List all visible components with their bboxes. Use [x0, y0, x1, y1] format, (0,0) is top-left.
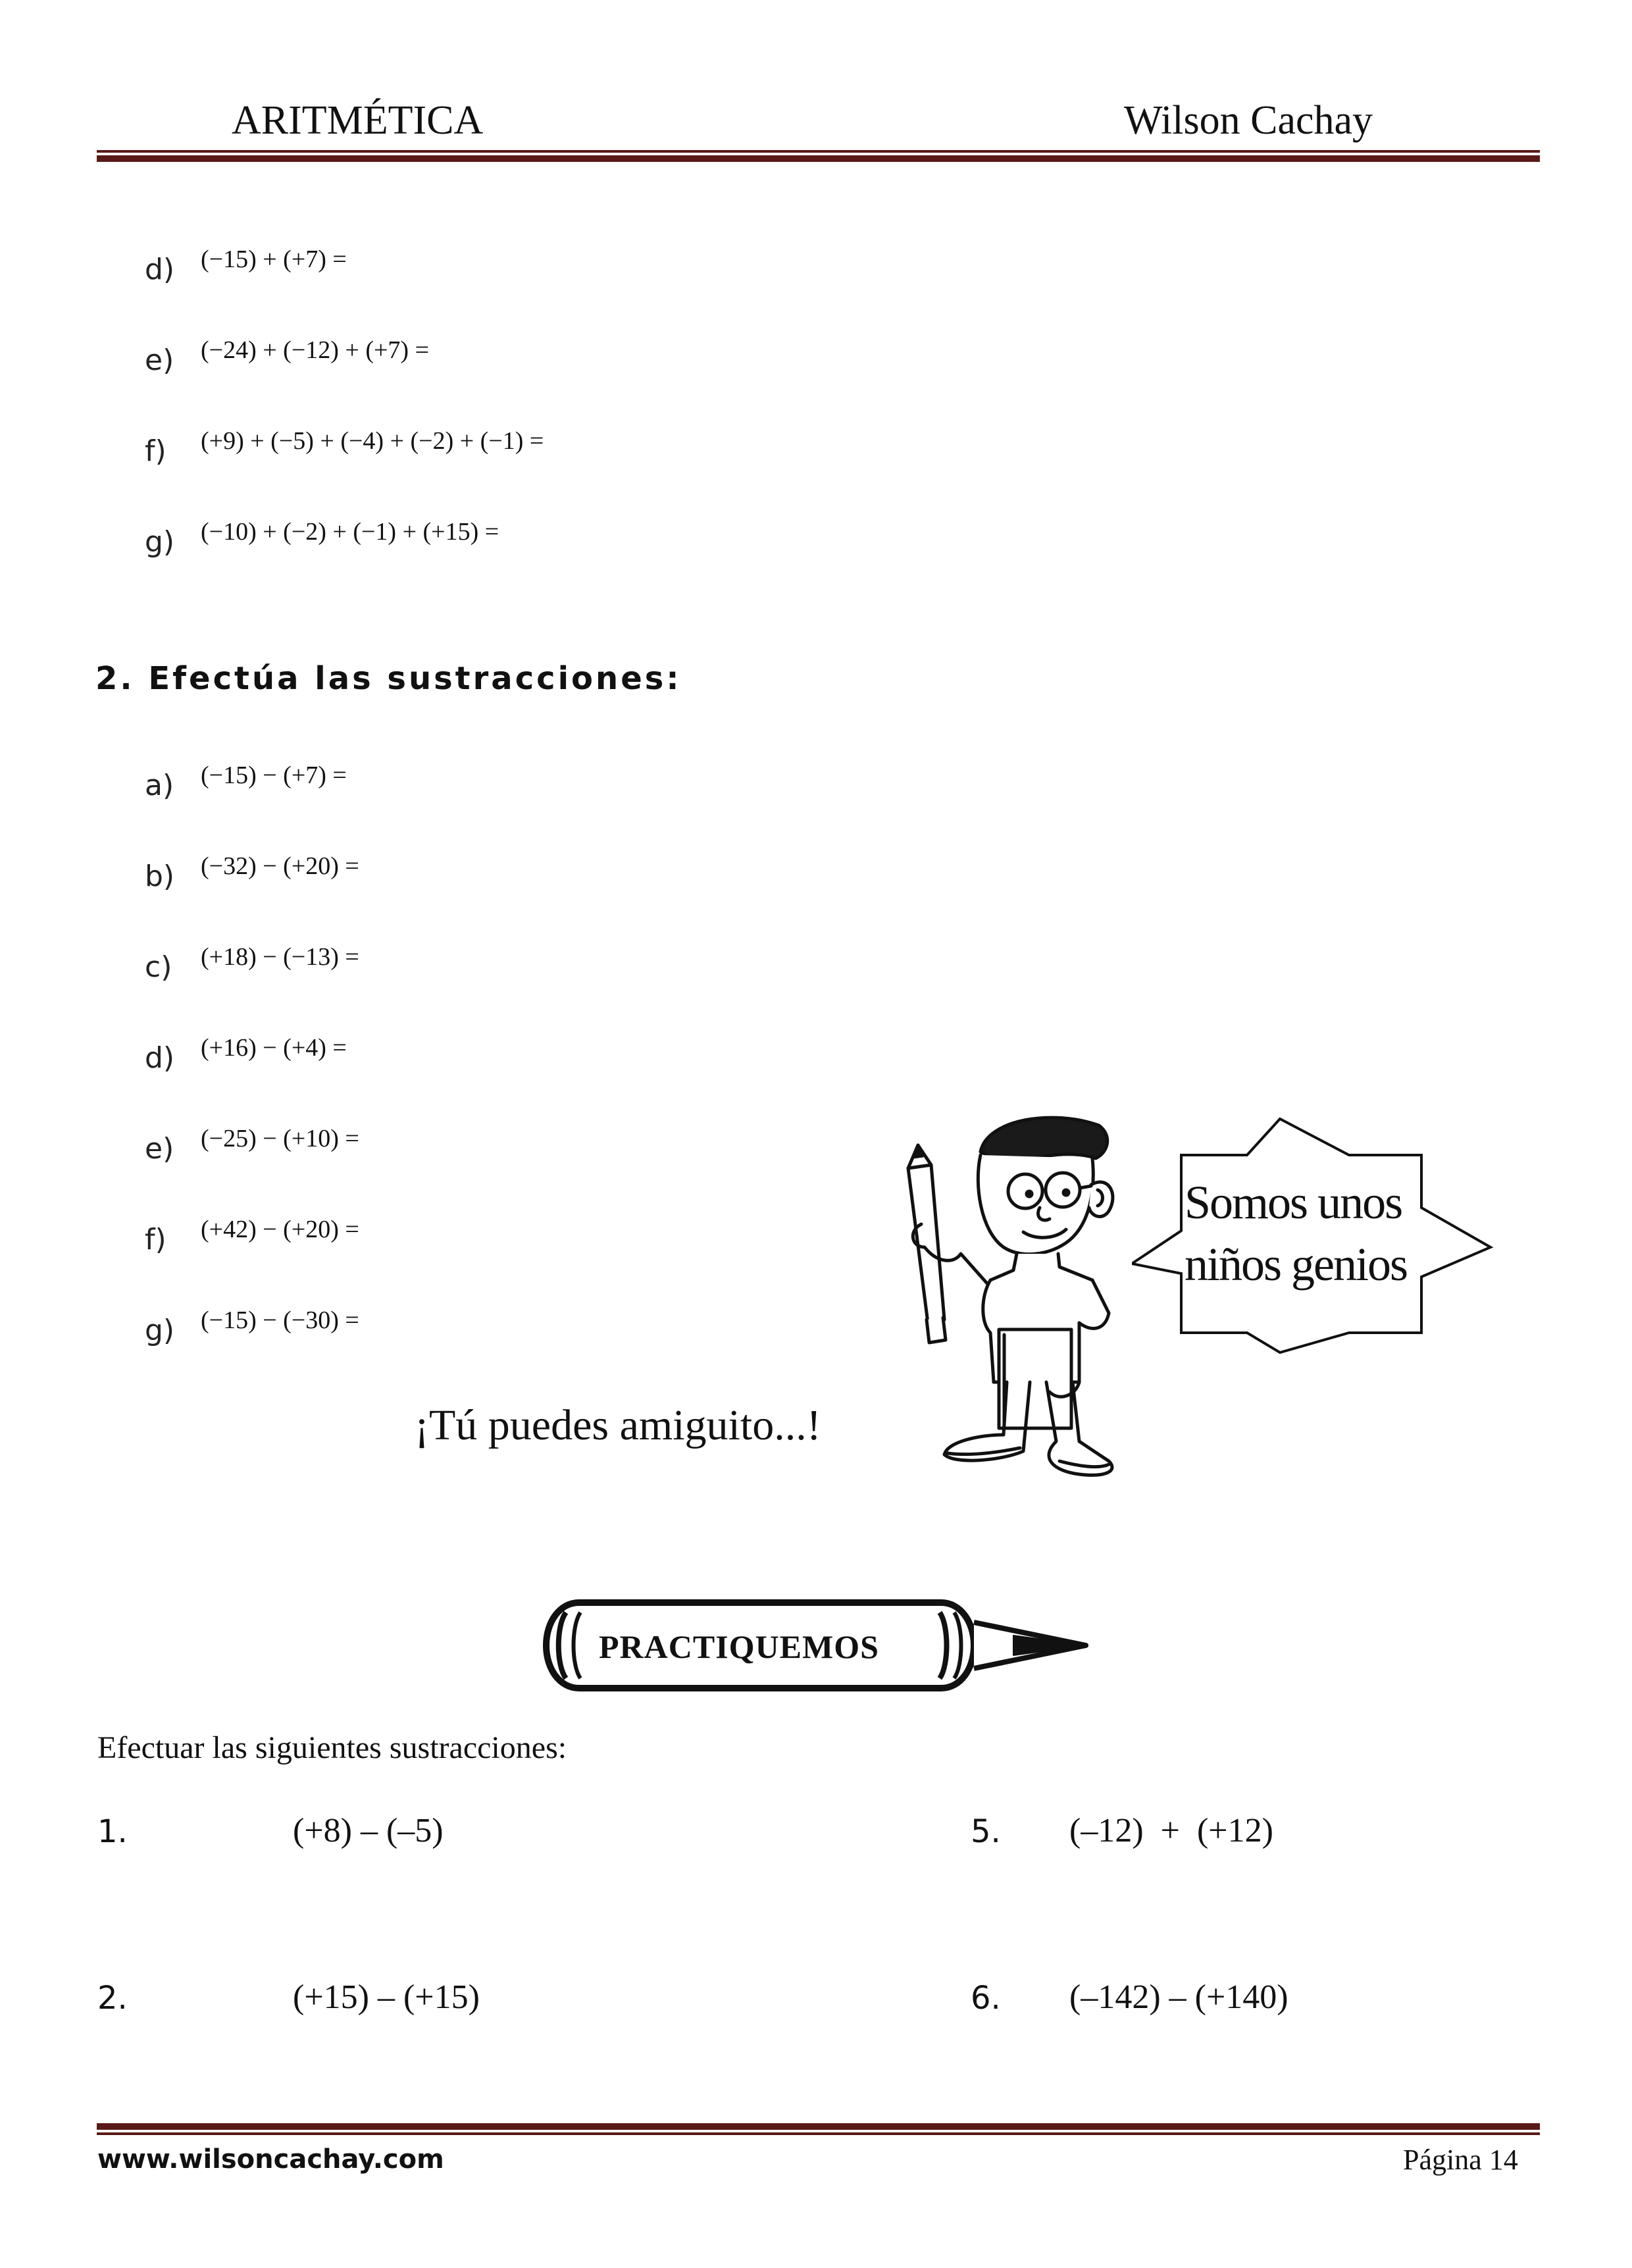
practice-number: 6.: [971, 1980, 1001, 2017]
item-label: d): [145, 1041, 175, 1075]
boy-with-pencil-illustration: [882, 1106, 1152, 1501]
item-label: d): [145, 253, 175, 286]
section-title: 2. Efectúa las sustracciones:: [95, 660, 682, 697]
item-label: b): [145, 860, 175, 893]
practice-instruction: Efectuar las siguientes sustracciones:: [97, 1730, 567, 1765]
item-expression: (−15) − (−30) =: [201, 1306, 359, 1334]
practice-expression: (+8) – (–5): [293, 1812, 444, 1849]
header-subject: ARITMÉTICA: [232, 98, 484, 143]
item-expression: (−32) − (+20) =: [201, 852, 359, 880]
item-label: g): [145, 525, 175, 559]
practice-number: 1.: [97, 1813, 128, 1850]
item-label: e): [145, 1132, 174, 1166]
practice-expression: (–142) – (+140): [1069, 1978, 1288, 2016]
item-expression: (+9) + (−5) + (−4) + (−2) + (−1) =: [201, 427, 544, 455]
item-label: f): [145, 434, 166, 468]
item-expression: (+42) − (+20) =: [201, 1216, 359, 1243]
item-label: f): [145, 1223, 166, 1256]
item-expression: (−15) − (+7) =: [201, 761, 347, 789]
item-expression: (+16) − (+4) =: [201, 1034, 347, 1062]
item-expression: (−15) + (+7) =: [201, 245, 347, 273]
item-label: c): [145, 950, 172, 984]
footer-website-link[interactable]: www.wilsoncachay.com: [97, 2144, 444, 2175]
speech-bubble-line: Somos unos: [1185, 1176, 1402, 1229]
item-expression: (−25) − (+10) =: [201, 1125, 359, 1152]
item-label: g): [145, 1314, 175, 1347]
footer-page-number: Página 14: [1403, 2144, 1518, 2176]
header-author: Wilson Cachay: [1124, 98, 1373, 143]
item-expression: (−24) + (−12) + (+7) =: [201, 336, 430, 364]
practice-number: 2.: [97, 1980, 128, 2017]
item-label: a): [145, 769, 174, 802]
item-expression: (+18) − (−13) =: [201, 943, 359, 971]
practice-expression: (–12) + (+12): [1069, 1812, 1273, 1849]
item-label: e): [145, 344, 174, 377]
encouragement-text: ¡Tú puedes amiguito...!: [415, 1401, 821, 1449]
speech-bubble-line: niños genios: [1185, 1238, 1408, 1291]
practice-expression: (+15) – (+15): [293, 1978, 480, 2016]
practice-banner-title: PRACTIQUEMOS: [599, 1628, 879, 1665]
item-expression: (−10) + (−2) + (−1) + (+15) =: [201, 518, 499, 546]
practice-number: 5.: [971, 1813, 1001, 1850]
